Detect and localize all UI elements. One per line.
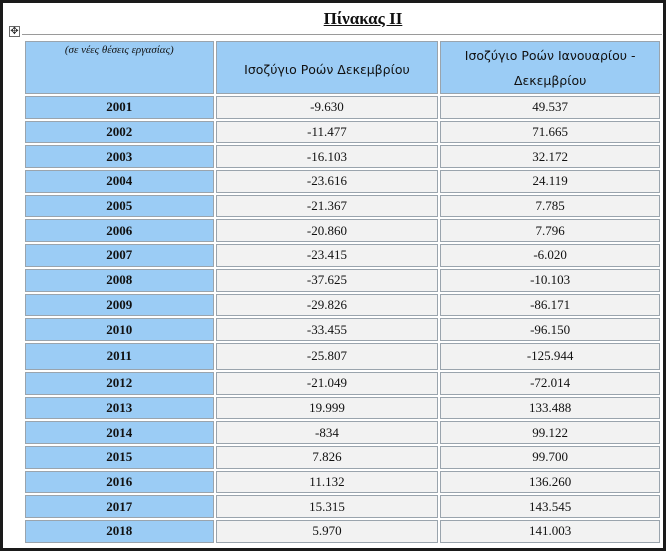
december-value-cell: 7.826 [216,446,439,469]
year-cell: 2011 [25,343,214,370]
table-row [25,397,660,420]
jan-dec-value-cell: 143.545 [440,495,660,518]
december-value-cell: -23.415 [216,244,439,267]
jan-dec-value-cell: 32.172 [440,145,660,168]
header-row [25,41,660,94]
table-row [25,372,660,395]
table-body [25,96,660,543]
year-cell: 2005 [25,195,214,218]
year-cell: 2002 [25,121,214,144]
december-value-cell: -11.477 [216,121,439,144]
jan-dec-value-cell: 99.700 [440,446,660,469]
table-row [25,170,660,193]
december-value-cell: -16.103 [216,145,439,168]
column-header-december: Ισοζύγιο Ροών Δεκεμβρίου [216,41,439,94]
december-value-cell: -29.826 [216,294,439,317]
december-value-cell: -23.616 [216,170,439,193]
jan-dec-value-cell: 136.260 [440,471,660,494]
jan-dec-value-cell: 7.785 [440,195,660,218]
table-row [25,195,660,218]
jan-dec-value-cell: 71.665 [440,121,660,144]
table-row [25,219,660,242]
table-row [25,495,660,518]
data-table [23,39,662,545]
december-value-cell: -25.807 [216,343,439,370]
year-cell: 2003 [25,145,214,168]
jan-dec-value-cell: -72.014 [440,372,660,395]
year-cell: 2018 [25,520,214,543]
jan-dec-value-cell: 24.119 [440,170,660,193]
year-cell: 2015 [25,446,214,469]
jan-dec-value-cell: -125.944 [440,343,660,370]
jan-dec-value-cell: 133.488 [440,397,660,420]
december-value-cell: 11.132 [216,471,439,494]
table-row [25,520,660,543]
table-title: Πίνακας ΙΙ [323,9,403,28]
table-row [25,343,660,370]
column-header-jan-dec: Ισοζύγιο Ροών Ιανουαρίου - Δεκεμβρίου [440,41,660,94]
table-row [25,121,660,144]
table-row [25,269,660,292]
december-value-cell: -21.049 [216,372,439,395]
jan-dec-value-cell: 49.537 [440,96,660,119]
december-value-cell: -20.860 [216,219,439,242]
table-row [25,96,660,119]
table-row [25,294,660,317]
year-cell: 2001 [25,96,214,119]
table-row [25,446,660,469]
table-row [25,244,660,267]
december-value-cell: 19.999 [216,397,439,420]
units-note: (σε νέες θέσεις εργασίας) [25,41,214,94]
move-arrows-icon[interactable]: ✥ [10,26,19,37]
year-cell: 2017 [25,495,214,518]
year-cell: 2016 [25,471,214,494]
year-cell: 2008 [25,269,214,292]
december-value-cell: -9.630 [216,96,439,119]
year-cell: 2007 [25,244,214,267]
december-value-cell: 5.970 [216,520,439,543]
december-value-cell: 15.315 [216,495,439,518]
jan-dec-value-cell: -6.020 [440,244,660,267]
jan-dec-value-cell: 99.122 [440,421,660,444]
table-row [25,145,660,168]
table-row [25,318,660,341]
jan-dec-value-cell: -86.171 [440,294,660,317]
year-cell: 2009 [25,294,214,317]
jan-dec-value-cell: -96.150 [440,318,660,341]
year-cell: 2013 [25,397,214,420]
year-cell: 2010 [25,318,214,341]
table-row [25,421,660,444]
year-cell: 2006 [25,219,214,242]
table-row [25,471,660,494]
december-value-cell: -21.367 [216,195,439,218]
december-value-cell: -834 [216,421,439,444]
year-cell: 2014 [25,421,214,444]
jan-dec-value-cell: 7.796 [440,219,660,242]
year-cell: 2004 [25,170,214,193]
jan-dec-value-cell: -10.103 [440,269,660,292]
december-value-cell: -33.455 [216,318,439,341]
year-cell: 2012 [25,372,214,395]
jan-dec-value-cell: 141.003 [440,520,660,543]
december-value-cell: -37.625 [216,269,439,292]
title-divider [22,34,662,35]
